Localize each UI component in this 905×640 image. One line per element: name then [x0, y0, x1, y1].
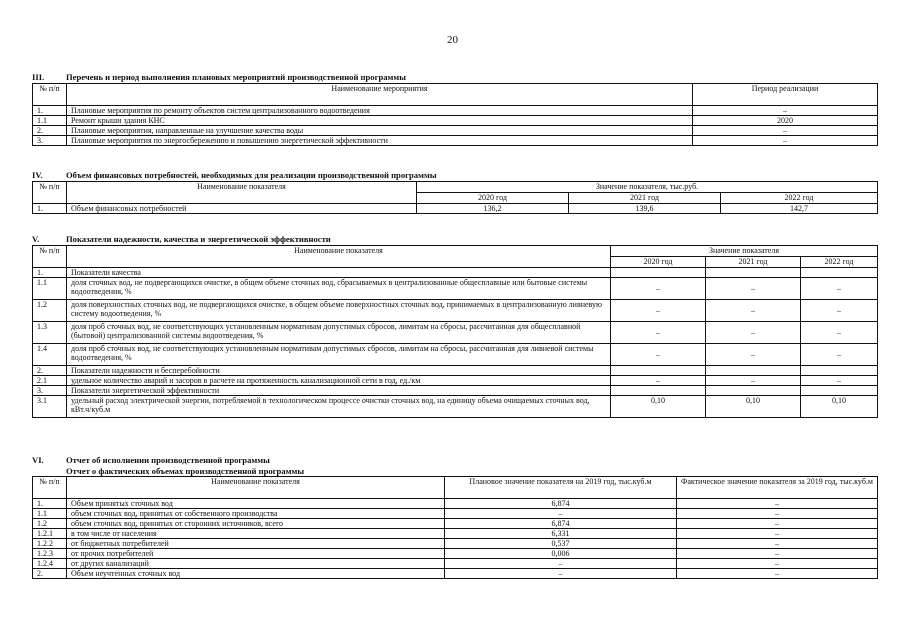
- row-no: 2.: [33, 126, 67, 136]
- row-name: Показатели качества: [67, 268, 611, 278]
- row-name: доля проб сточных вод, не соответствующих установленным нормативам допустимых сбросов, лимитам на сбросы, рассчитанная для общесплавной (бытовой) централизованной системы водоотведения, %: [67, 322, 611, 344]
- table-row: [33, 396, 878, 418]
- section-6-number: VI.: [32, 455, 44, 465]
- section-3-title: Перечень и период выполнения плановых мероприятий производственной программы: [66, 72, 406, 82]
- table-row: [33, 106, 878, 116]
- header-name: Наименование показателя: [67, 182, 417, 204]
- row-fact: –: [677, 519, 878, 529]
- header-period: Период реализации: [693, 84, 878, 106]
- row-value-2020: [611, 386, 706, 396]
- table-row: [33, 499, 878, 509]
- header-fact: Фактическое значение показателя за 2019 год, тыс.куб.м: [677, 477, 878, 499]
- row-plan: –: [445, 569, 677, 579]
- row-plan: 0,006: [445, 549, 677, 559]
- row-value-2021: –: [706, 344, 801, 366]
- section-5-number: V.: [32, 234, 40, 244]
- section-3-table: [32, 83, 878, 146]
- header-no: № п/п: [33, 477, 67, 499]
- header-2021: 2021 год: [569, 193, 721, 204]
- table-row: [33, 278, 878, 300]
- row-value-2020: –: [611, 322, 706, 344]
- row-name: Плановые мероприятия по энергосбережению и повышению энергетической эффективности: [67, 136, 693, 146]
- section-5-table: [32, 245, 878, 418]
- header-name: Наименование мероприятия: [67, 84, 693, 106]
- header-2020: 2020 год: [611, 257, 706, 268]
- row-period: –: [693, 136, 878, 146]
- row-name: доля сточных вод, не подвергающихся очистке, в общем объеме сточных вод, сбрасываемых в централизованные общесплавные или бытовые системы водоотведения, %: [67, 278, 611, 300]
- row-no: 1.2.1: [33, 529, 67, 539]
- row-value-2022: –: [801, 344, 878, 366]
- row-name: объем сточных вод, принятых от собственного производства: [67, 509, 445, 519]
- row-no: 1.2: [33, 519, 67, 529]
- row-name: Объем принятых сточных вод: [67, 499, 445, 509]
- row-no: 1.3: [33, 322, 67, 344]
- row-plan: –: [445, 559, 677, 569]
- section-6: [32, 455, 877, 579]
- table-row: [33, 509, 878, 519]
- section-4-title: Объем финансовых потребностей, необходимых для реализации производственной программы: [66, 170, 437, 180]
- table-header-row: [33, 182, 878, 193]
- table-row: [33, 366, 878, 376]
- row-value-2022: [801, 268, 878, 278]
- section-4-table: [32, 181, 878, 214]
- section-6-heading: [32, 455, 877, 466]
- row-fact: –: [677, 559, 878, 569]
- row-name: удельный расход электрической энергии, потребляемой в технологическом процессе очистки сточных вод, на единицу объема очищаемых сточных вод, кВт.ч/куб.м: [67, 396, 611, 418]
- section-4-heading: [32, 170, 877, 181]
- section-4-number: IV.: [32, 170, 43, 180]
- row-fact: –: [677, 529, 878, 539]
- row-name: Плановые мероприятия по ремонту объектов систем централизованного водоотведения: [67, 106, 693, 116]
- header-name: Наименование показателя: [67, 477, 445, 499]
- row-fact: –: [677, 569, 878, 579]
- row-no: 1.1: [33, 278, 67, 300]
- row-plan: –: [445, 509, 677, 519]
- table-row: [33, 300, 878, 322]
- header-no: № п/п: [33, 182, 67, 204]
- section-6-title: Отчет об исполнении производственной программы: [66, 455, 270, 465]
- row-value-2021: 0,10: [706, 396, 801, 418]
- row-value-2021: –: [706, 278, 801, 300]
- header-2020: 2020 год: [417, 193, 569, 204]
- row-name: Показатели энергетической эффективности: [67, 386, 611, 396]
- row-period: –: [693, 126, 878, 136]
- row-value-2020: 136,2: [417, 204, 569, 214]
- row-no: 1.4: [33, 344, 67, 366]
- table-row: [33, 386, 878, 396]
- row-value-2021: –: [706, 322, 801, 344]
- table-row: [33, 116, 878, 126]
- row-name: доля проб сточных вод, не соответствующих установленным нормативам допустимых сбросов, лимитам на сбросы, рассчитанная для ливневой системы водоотведения, %: [67, 344, 611, 366]
- section-6-subtitle: Отчет о фактических объемах производственной программы: [66, 466, 305, 476]
- table-row: [33, 268, 878, 278]
- page-number: 20: [447, 34, 458, 46]
- row-name: Показатели надежности и бесперебойности: [67, 366, 611, 376]
- row-name: от прочих потребителей: [67, 549, 445, 559]
- row-fact: –: [677, 549, 878, 559]
- header-value: Значение показателя, тыс.руб.: [417, 182, 878, 193]
- row-no: 2.1: [33, 376, 67, 386]
- section-4: [32, 170, 877, 214]
- row-name: Объем финансовых потребностей: [67, 204, 417, 214]
- row-no: 3.: [33, 136, 67, 146]
- row-fact: –: [677, 499, 878, 509]
- header-value: Значение показателя: [611, 246, 878, 257]
- row-period: 2020: [693, 116, 878, 126]
- row-value-2021: –: [706, 376, 801, 386]
- table-row: [33, 126, 878, 136]
- row-name: удельное количество аварий и засоров в расчете на протяженность канализационной сети в год, ед./км: [67, 376, 611, 386]
- row-name: в том числе от населения: [67, 529, 445, 539]
- table-header-row: [33, 246, 878, 257]
- row-no: 2.: [33, 569, 67, 579]
- row-value-2022: 142,7: [721, 204, 878, 214]
- row-no: 1.1: [33, 509, 67, 519]
- row-value-2021: [706, 366, 801, 376]
- row-period: –: [693, 106, 878, 116]
- row-no: 1.2.2: [33, 539, 67, 549]
- row-value-2022: –: [801, 376, 878, 386]
- header-no: № п/п: [33, 84, 67, 106]
- row-value-2022: –: [801, 300, 878, 322]
- row-value-2022: [801, 386, 878, 396]
- row-no: 1.: [33, 268, 67, 278]
- section-5-title: Показатели надежности, качества и энергетической эффективности: [66, 234, 331, 244]
- row-value-2021: [706, 386, 801, 396]
- row-no: 1.2.3: [33, 549, 67, 559]
- row-value-2022: –: [801, 322, 878, 344]
- section-3-number: III.: [32, 72, 45, 82]
- row-value-2020: [611, 268, 706, 278]
- table-row: [33, 376, 878, 386]
- row-name: Плановые мероприятия, направленные на улучшение качества воды: [67, 126, 693, 136]
- row-plan: 0,537: [445, 539, 677, 549]
- table-row: [33, 322, 878, 344]
- table-header-row: [33, 477, 878, 499]
- section-5: [32, 234, 877, 418]
- row-plan: 6,331: [445, 529, 677, 539]
- row-name: доля поверхностных сточных вод, не подвергающихся очистке, в общем объеме поверхностных сточных вод, принимаемых в централизованную ливневую систему водоотведения, %: [67, 300, 611, 322]
- table-row: [33, 569, 878, 579]
- row-value-2020: –: [611, 300, 706, 322]
- header-2021: 2021 год: [706, 257, 801, 268]
- header-2022: 2022 год: [801, 257, 878, 268]
- table-row: [33, 136, 878, 146]
- table-row: [33, 529, 878, 539]
- row-value-2020: 0,10: [611, 396, 706, 418]
- row-no: 1.: [33, 106, 67, 116]
- table-row: [33, 204, 878, 214]
- row-value-2020: [611, 366, 706, 376]
- row-name: от бюджетных потребителей: [67, 539, 445, 549]
- row-value-2020: –: [611, 278, 706, 300]
- row-value-2020: –: [611, 344, 706, 366]
- table-row: [33, 519, 878, 529]
- row-no: 3.1: [33, 396, 67, 418]
- row-value-2022: [801, 366, 878, 376]
- table-row: [33, 549, 878, 559]
- section-5-heading: [32, 234, 877, 245]
- row-no: 2.: [33, 366, 67, 376]
- row-no: 1.2: [33, 300, 67, 322]
- row-no: 1.: [33, 204, 67, 214]
- section-3: [32, 72, 877, 146]
- row-fact: –: [677, 539, 878, 549]
- header-no: № п/п: [33, 246, 67, 268]
- row-no: 1.2.4: [33, 559, 67, 569]
- row-no: 3.: [33, 386, 67, 396]
- row-no: 1.1: [33, 116, 67, 126]
- row-name: Ремонт крыши здания КНС: [67, 116, 693, 126]
- row-no: 1.: [33, 499, 67, 509]
- table-row: [33, 344, 878, 366]
- table-row: [33, 559, 878, 569]
- row-value-2021: 139,6: [569, 204, 721, 214]
- row-plan: 6,874: [445, 519, 677, 529]
- row-value-2022: –: [801, 278, 878, 300]
- section-3-heading: [32, 72, 877, 83]
- header-name: Наименование показателя: [67, 246, 611, 268]
- section-6-table: [32, 476, 878, 579]
- row-fact: –: [677, 509, 878, 519]
- header-2022: 2022 год: [721, 193, 878, 204]
- table-header-row: [33, 84, 878, 106]
- row-name: объем сточных вод, принятых от сторонних источников, всего: [67, 519, 445, 529]
- row-name: от других канализаций: [67, 559, 445, 569]
- table-row: [33, 539, 878, 549]
- row-value-2021: [706, 268, 801, 278]
- header-plan: Плановое значение показателя на 2019 год, тыс.куб.м: [445, 477, 677, 499]
- row-name: Объем неучтенных сточных вод: [67, 569, 445, 579]
- row-plan: 6,874: [445, 499, 677, 509]
- row-value-2022: 0,10: [801, 396, 878, 418]
- row-value-2021: –: [706, 300, 801, 322]
- row-value-2020: –: [611, 376, 706, 386]
